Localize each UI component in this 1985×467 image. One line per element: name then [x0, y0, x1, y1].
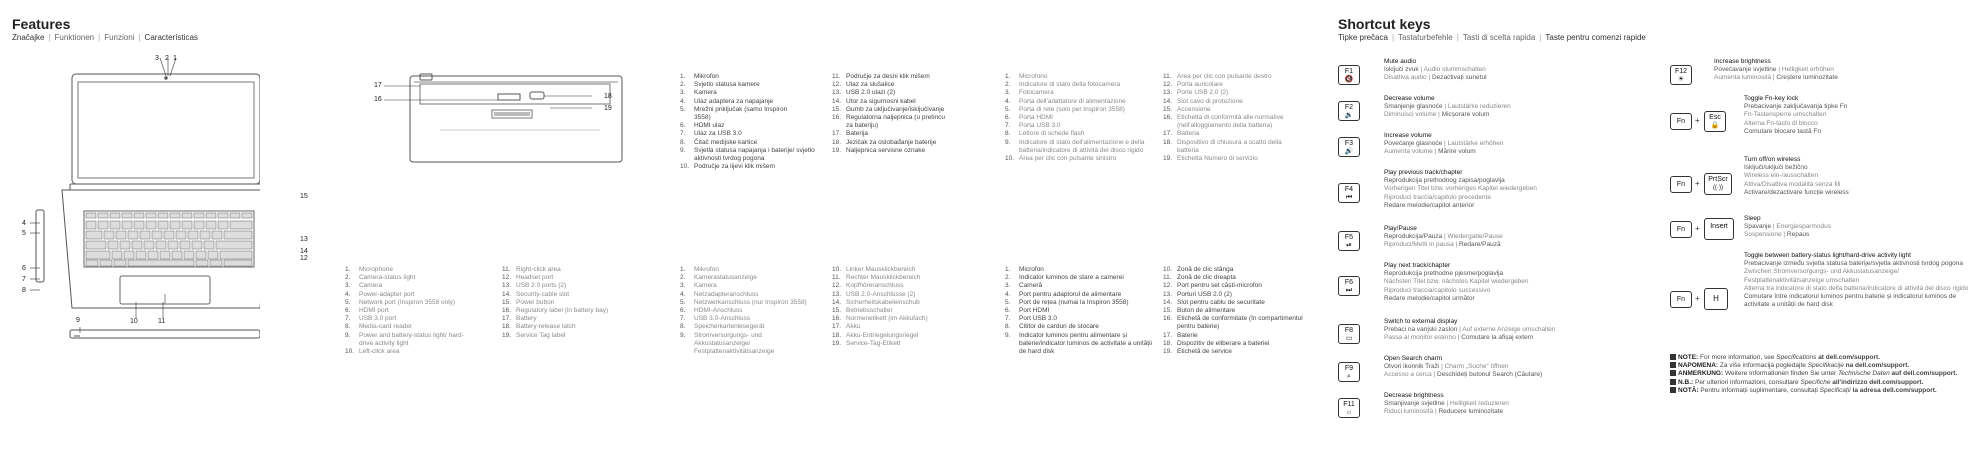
shortcut-play-pause: Play/Pause Reprodukcija/Pauza | Wiedergabe/Pause Riproduci/Metti in pausa | Redare/Pauză — [1384, 225, 1503, 249]
list-item: 9. Indicator luminos pentru alimentare și baterie/indicator luminos de activitate a unității de hard disk — [1005, 331, 1152, 356]
list-item: 5. Mrežni priključak (samo Inspiron 3558) — [680, 105, 788, 122]
list-item: 19. Etichetă de service — [1163, 348, 1232, 356]
list-item: 16. Etichetta di conformità alle normative (nell'alloggiamento della batteria) — [1163, 114, 1284, 130]
list-item: 8. Speicherkartenlesegerät — [680, 323, 765, 331]
list-item: 14. Utor za sigurnosni kabel — [832, 97, 916, 105]
list-item: 17. Battery — [502, 315, 537, 323]
callout-15: 15 — [300, 193, 308, 200]
list-item: 8. Lettore di schede flash — [1005, 130, 1085, 138]
key-esc: Esc 🔒 — [1704, 111, 1726, 132]
list-item: 8. Media-card reader — [345, 323, 413, 331]
plus-sign: + — [1695, 294, 1700, 303]
shortcut-decrease-brightness: Decrease brightness Smanjivanje svjetline | Helligkeit reduzieren Riduci luminosità | Reducere luminozitate — [1384, 392, 1509, 416]
list-item: 3. Camera — [345, 282, 383, 290]
features-title: Features — [12, 16, 71, 32]
list-item: 17. Batteria — [1163, 130, 1200, 138]
key-f11: F11 ☼ — [1338, 398, 1360, 418]
list-item: 12. Port pentru set căști-microfon — [1163, 282, 1262, 290]
note-icon — [1670, 354, 1676, 360]
note-icon — [1670, 370, 1676, 376]
next-track-icon: ⏭ — [1345, 287, 1353, 294]
list-item: 12. Porta auricolare — [1163, 81, 1223, 89]
list-item: 4. Port pentru adaptorul de alimentare — [1005, 290, 1122, 298]
key-f6: F6 ⏭ — [1338, 276, 1360, 296]
callout-5: 5 — [22, 230, 26, 237]
shortcut-keys-subtitle: Tipke prečaca | Tastaturbefehle | Tasti di scelta rapida | Taste pentru comenzi rapide — [1338, 33, 1646, 42]
list-item: 18. Jezičak za oslobađanje baterije — [832, 138, 937, 146]
list-item: 9. Power and battery-status light/ hard-drive activity light — [345, 331, 464, 347]
list-item: 2. Kamerastatusanzeige — [680, 274, 757, 282]
list-item: 11. Right-click area — [502, 266, 561, 273]
callout-12: 12 — [300, 255, 308, 262]
list-item: 3. Kamera — [680, 282, 717, 290]
key-f12: F12 ☀ — [1670, 65, 1692, 85]
callout-6: 6 — [22, 265, 26, 272]
shortcut-decrease-volume: Decrease volume Smanjenje glasnoće | Lautstärke reduzieren Diminuisci volume | Micșorare volum — [1384, 95, 1511, 119]
list-item: 6. Port HDMI — [1005, 307, 1050, 315]
note-ro: NOTĂ: Pentru informații suplimentare, consultați Specificații la adresa dell.com/support. — [1670, 387, 1975, 395]
note-de: ANMERKUNG: Weitere Informationen finden Sie unter Technische Daten auf dell.com/support. — [1670, 370, 1975, 378]
key-f3: F3 🔊 — [1338, 137, 1360, 157]
list-item: 19. Etichetta Numero di servizio — [1163, 155, 1258, 163]
key-prtscr: PrtScr ((·)) — [1704, 173, 1732, 195]
list-item: 3. Cameră — [1005, 282, 1043, 290]
list-item: 13. Porturi USB 2.0 (2) — [1163, 290, 1232, 298]
list-item: 6. HDMI port — [345, 307, 389, 315]
callout-19: 19 — [604, 105, 612, 112]
list-item: 14. Security-cable slot — [502, 290, 570, 298]
list-item: 18. Akku-Entriegelungsriegel — [832, 331, 919, 339]
list-item: 10. Zonă de clic stânga — [1163, 266, 1234, 273]
shortcut-keys-title: Shortcut keys — [1338, 16, 1431, 32]
previous-track-icon: ⏮ — [1345, 194, 1353, 201]
lock-icon: 🔒 — [1710, 122, 1720, 129]
list-item: 9. Stromversorgungs- und Akkustatusanzeige/ Festplattenaktivitätsanzeige — [680, 331, 775, 356]
wireless-icon: ((·)) — [1713, 185, 1723, 191]
list-item: 17. Baterie — [1163, 331, 1198, 339]
list-item: 15. Betriebsschalter — [832, 307, 893, 315]
shortcuts-left — [1338, 58, 1658, 463]
list-item: 4. Porta dell'adattatore di alimentazione — [1005, 97, 1126, 105]
volume-up-icon: 🔊 — [1344, 148, 1354, 155]
features-list-it-1 — [1005, 73, 1155, 163]
list-item: 17. Baterija — [832, 130, 869, 138]
list-item: 7. USB 3.0-Anschluss — [680, 315, 750, 323]
list-item: 19. Service-Tag-Etikett — [832, 339, 901, 347]
list-item: 12. Headset port — [502, 274, 554, 282]
features-list-de-2 — [832, 266, 987, 348]
shortcut-fn-lock: Toggle Fn-key lock Prebacivanje zaključavanja tipke Fn Fn-Tastensperre umschalten Alterna Fn-tasto di blocco Comutare blocare tastă Fn — [1744, 95, 1848, 135]
features-list-en-1 — [345, 266, 495, 356]
callout-8: 8 — [22, 287, 26, 294]
list-item: 2. Indicatore di stato della fotocamera — [1005, 81, 1121, 89]
key-f4: F4 ⏮ — [1338, 183, 1360, 203]
list-item: 2. Indicator luminos de stare a camerei — [1005, 274, 1124, 282]
list-item: 16. Normenetikett (im Akkufach) — [832, 315, 928, 323]
list-item: 13. Porte USB 2.0 (2) — [1163, 89, 1229, 97]
list-item: 6. HDMI ulaz — [680, 122, 725, 130]
brightness-up-icon: ☀ — [1677, 76, 1685, 83]
shortcut-toggle-status-light: Toggle between battery-status light/hard-drive activity light Prebacivanje između svjetla statusa baterije/svjetla aktivnosti tvrdog pogona Zwischen Stromversorgungs- und Akkustatusanzeige/ Festplattenaktivitätsanzeige umschalten Alterna tra indicatore di stato della batteria/indicatore di attività del disco rigido Comutare între indicatorul luminos pentru baterie și indicatorul luminos de activitate a unității de hard disk — [1744, 252, 1969, 309]
list-item: 7. Port USB 3.0 — [1005, 315, 1057, 323]
list-item: 18. Dispositivo di chiusura a scatto della batteria — [1163, 138, 1282, 154]
note-icon — [1670, 362, 1676, 368]
list-item: 10. Područje za lijevi klik mišem — [680, 163, 775, 171]
key-insert: Insert — [1704, 218, 1734, 240]
list-item: 12. Kopfhöreranschluss — [832, 282, 904, 290]
plus-sign: + — [1695, 179, 1700, 188]
list-item: 8. Cititor de carduri de stocare — [1005, 323, 1099, 331]
list-item: 9. Svjetla statusa napajanja i baterije/ svjetlo aktivnosti tvrdog pogona — [680, 146, 815, 163]
list-item: 7. Ulaz za USB 3.0 — [680, 130, 742, 138]
features-list-hr-1 — [680, 73, 830, 171]
shortcut-wireless: Turn off/on wireless Isključi/uključi bežično Wireless ein-/ausschalten Attiva/Disattiva modalità senza fili Activare/dezactivare funcție wireless — [1744, 156, 1849, 196]
list-item: 5. Port de rețea (numai la Inspiron 3558) — [1005, 298, 1129, 306]
list-item: 4. Power-adapter port — [345, 290, 415, 298]
callout-17: 17 — [374, 82, 382, 89]
features-list-hr-2 — [832, 73, 987, 155]
callout-4: 4 — [22, 220, 26, 227]
mute-icon: 🔇 — [1344, 76, 1354, 83]
list-item: 11. Rechter Mausklickbereich — [832, 274, 921, 282]
list-item: 12. Ulaz za slušalice — [832, 81, 895, 89]
list-item: 16. Regulatorna naljepnica (u pretincu za bateriju) — [832, 114, 946, 130]
play-pause-icon: ⏯ — [1346, 242, 1352, 249]
list-item: 6. Porta HDMI — [1005, 114, 1053, 122]
features-list-it-2 — [1163, 73, 1318, 163]
list-item: 15. Accensione — [1163, 105, 1211, 113]
list-item: 10. Left-click area — [345, 348, 400, 356]
laptop-front-diagram — [0, 50, 260, 380]
plus-sign: + — [1695, 116, 1700, 125]
list-item: 7. USB 3.0 port — [345, 315, 397, 323]
key-f1: F1 🔇 — [1338, 65, 1360, 85]
list-item: 16. Etichetă de conformitate (în compartimentul pentru baterie) — [1163, 315, 1303, 331]
callout-11: 11 — [158, 318, 166, 325]
list-item: 7. Porta USB 3.0 — [1005, 122, 1061, 130]
note-hr: NAPOMENA: Za više informacija pogledajte Specifikacije na dell.com/support. — [1670, 362, 1975, 370]
search-icon: ⌕ — [1347, 373, 1351, 380]
note-en: NOTE: For more information, see Specifications at dell.com/support. — [1670, 354, 1975, 362]
features-subtitle: Značajke | Funktionen | Funzioni | Características — [12, 33, 198, 42]
key-fn: Fn — [1670, 176, 1692, 193]
shortcut-increase-brightness: Increase brightness Povećavanje svjetline | Helligkeit erhöhen Aumenta luminosità | Creștere luminozitate — [1714, 58, 1838, 82]
key-f2: F2 🔉 — [1338, 101, 1360, 121]
list-item: 3. Kamera — [680, 89, 717, 97]
key-fn: Fn — [1670, 291, 1692, 308]
note-icon — [1670, 387, 1676, 393]
list-item: 5. Porta di rete (solo per Inspiron 3558) — [1005, 105, 1125, 113]
key-h: H — [1704, 288, 1728, 310]
list-item: 11. Zonă de clic dreapta — [1163, 274, 1236, 282]
laptop-bottom-diagram — [380, 70, 630, 170]
list-item: 9. Indicatore di stato dell'alimentazione e della batteria/indicatore di attività del disco rigido — [1005, 138, 1145, 154]
shortcut-next-track: Play next track/chapter Reprodukcija prethodne pjesme/poglavlja Nächsten Titel bzw. nächstes Kapitel wiedergeben Riproduci traccia/capitolo successivo Redare melodie/capitol următor — [1384, 262, 1529, 302]
list-item: 14. Sicherheitskabeleinschub — [832, 298, 920, 306]
list-item: 17. Akku — [832, 323, 861, 331]
features-list-ro-2 — [1163, 266, 1323, 356]
key-fn: Fn — [1670, 113, 1692, 130]
list-item: 11. Area per clic con pulsante destro — [1163, 73, 1272, 80]
list-item: 1. Microfon — [1005, 266, 1044, 273]
callout-13: 13 — [300, 236, 308, 243]
shortcut-mute-audio: Mute audio Isključi zvuk | Audio stummschalten Disattiva audio | Dezactivați sunetul — [1384, 58, 1487, 82]
callout-7: 7 — [22, 276, 26, 283]
callout-1: 1 — [173, 55, 177, 62]
list-item: 18. Battery-release latch — [502, 323, 576, 331]
list-item: 13. USB 2.0-Anschlüsse (2) — [832, 290, 916, 298]
plus-sign: + — [1695, 224, 1700, 233]
list-item: 11. Područje za desni klik mišem — [832, 73, 930, 80]
list-item: 16. Regulatory label (in battery bay) — [502, 307, 609, 315]
key-f5: F5 ⏯ — [1338, 231, 1360, 251]
list-item: 14. Slot pentru cablu de securitate — [1163, 298, 1265, 306]
list-item: 5. Network port (Inspiron 3558 only) — [345, 298, 456, 306]
shortcut-previous-track: Play previous track/chapter Reprodukcija prethodnog zapisa/poglavlja Vorherigen Titel bzw. vorheriges Kapitel wiedergeben Riproduci traccia/capitolo precedente Redare melodie/capitol anterior — [1384, 169, 1537, 209]
list-item: 5. Netzwerkanschluss (nur Inspiron 3558) — [680, 298, 807, 306]
list-item: 19. Naljepnica servisne oznake — [832, 146, 926, 154]
list-item: 1. Microphone — [345, 266, 393, 273]
list-item: 4. Netzadapteranschluss — [680, 290, 759, 298]
shortcuts-right — [1670, 58, 1980, 463]
key-f8: F8 ▭ — [1338, 324, 1360, 344]
list-item: 6. HDMI-Anschluss — [680, 307, 743, 315]
list-item: 15. Power button — [502, 298, 555, 306]
brightness-down-icon: ☼ — [1345, 409, 1353, 416]
list-item: 10. Area per clic con pulsante sinistro — [1005, 155, 1117, 163]
list-item: 18. Dispozitiv de eliberare a bateriei — [1163, 339, 1270, 347]
list-item: 2. Camera-status light — [345, 274, 416, 282]
callout-16: 16 — [374, 96, 382, 103]
list-item: 1. Microfono — [1005, 73, 1048, 80]
list-item: 4. Ulaz adaptera za napajanje — [680, 97, 774, 105]
key-f9: F9 ⌕ — [1338, 362, 1360, 382]
shortcut-sleep: Sleep Spavanje | Energiesparmodus Sospensione | Repaus — [1744, 215, 1831, 239]
features-list-ro-1 — [1005, 266, 1160, 356]
shortcut-external-display: Switch to external display Prebaci na vanjski zaslon | Auf externe Anzeige umschalten Passa al monitor esterno | Comutare la afișaj extern — [1384, 318, 1556, 342]
callout-14: 14 — [300, 248, 308, 255]
volume-down-icon: 🔉 — [1344, 112, 1354, 119]
list-item: 13. USB 2.0 ports (2) — [502, 282, 567, 290]
list-item: 3. Fotocamera — [1005, 89, 1054, 97]
callout-3: 3 — [155, 55, 159, 62]
list-item: 15. Buton de alimentare — [1163, 307, 1236, 315]
callout-9: 9 — [76, 317, 80, 324]
shortcut-increase-volume: Increase volume Povećanje glasnoće | Lautstärke erhöhen Aumenta volume | Mărire volum — [1384, 132, 1504, 156]
list-item: 15. Gumb za uključivanje/isključivanje — [832, 105, 945, 113]
features-list-en-2 — [502, 266, 652, 340]
list-item: 14. Slot cavo di protezione — [1163, 97, 1243, 105]
list-item: 10. Linker Mausklickbereich — [832, 266, 916, 273]
callout-10: 10 — [130, 318, 138, 325]
list-item: 13. USB 2.0 ulazi (2) — [832, 89, 896, 97]
list-item: 2. Svjetlo statusa kamere — [680, 81, 760, 89]
notes — [1670, 354, 1975, 395]
list-item: 1. Mikrofon — [680, 266, 719, 273]
note-it: N.B.: Per ulteriori informazioni, consultare Specifiche all'indirizzo dell.com/support. — [1670, 379, 1975, 387]
note-icon — [1670, 379, 1676, 385]
features-list-de-1 — [680, 266, 830, 356]
list-item: 1. Mikrofon — [680, 73, 719, 80]
callout-2: 2 — [165, 55, 169, 62]
list-item: 19. Service Tag label — [502, 331, 566, 339]
callout-18: 18 — [604, 93, 612, 100]
shortcut-search-charm: Open Search charm Otvori ikonnik Traži | Charm „Suche“ öffnen Accesso a cerca | Deschideți butonul Search (Căutare) — [1384, 355, 1543, 379]
list-item: 8. Čitač medijske kartice — [680, 138, 758, 146]
key-fn: Fn — [1670, 221, 1692, 238]
external-display-icon: ▭ — [1345, 335, 1353, 342]
